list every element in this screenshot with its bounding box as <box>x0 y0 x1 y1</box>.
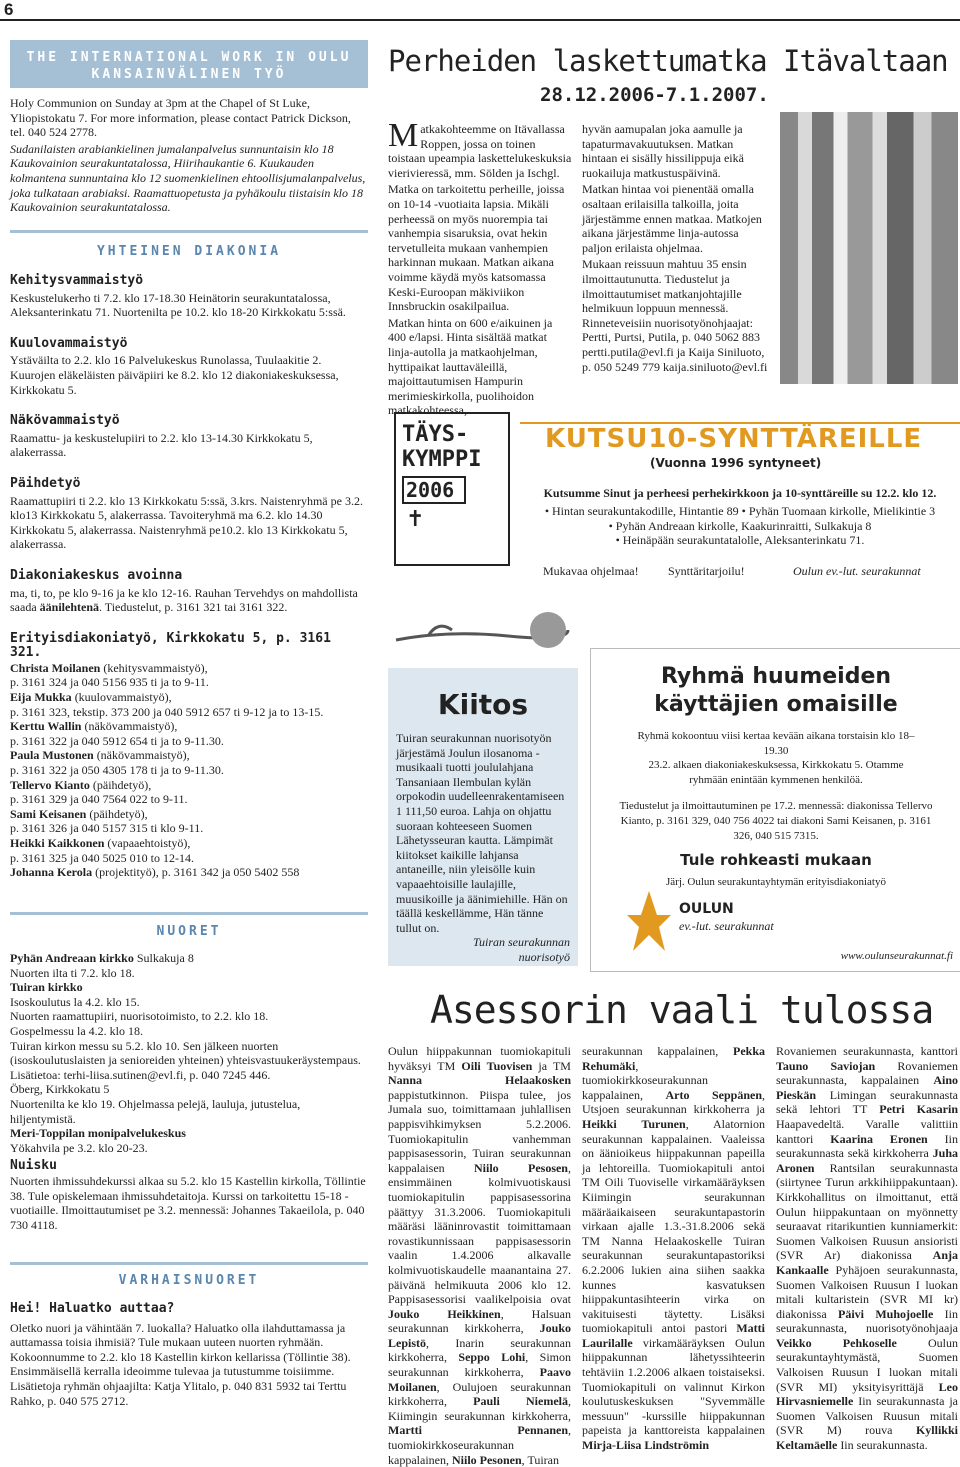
kutsu-title: KUTSU10-SYNTTÄREILLE <box>545 424 923 454</box>
text-run: , Simon seurakunnan kirkkoherra, <box>388 1350 571 1380</box>
kutsu-bullet-row-3: • Heinäpään seurakuntatalolle, Aleksanterinkatu 71. <box>615 533 865 548</box>
varhais-title: VARHAISNUORET <box>118 1273 260 1288</box>
trip-col1-first-text: atkakohteemme on Itävallassa Roppen, jossa on toinen toistaan upeampia laskettelukeskuksia vierivieressä, mm. Sölden ja Ischgl. <box>388 122 572 180</box>
kutsu-bullet-2: Pyhän Tuomaan kirkolle, Mielikintie 3 <box>748 504 936 518</box>
bold-run: Aino Pieskän <box>776 1073 958 1102</box>
logo-sub: ev.-lut. seurakunnat <box>679 919 774 933</box>
nuoret-line-8: Öberg, Kirkkokatu 5 <box>10 1082 110 1097</box>
ski-photo <box>780 112 958 384</box>
trip-col-2 <box>582 122 770 374</box>
text-run: Rantsilan seurakunnasta (siirtynee Turun arkkihiippakuntaan). Kirkkohallitus on ilmoittanut, että Oulun hiippakuntaan on myönnetty seuraavat ritarikuntien kunniamerkit: Suomen Valkoisen Ruusun ansioristi (SVR Ar) diakonissa <box>776 1160 958 1263</box>
international-title-2: KANSAINVÄLINEN TYÖ <box>91 67 287 82</box>
international-italic: Sudanilaisten arabiankielinen jumalanpalvelus sunnuntaisin klo 18 Kaukovainion seurakuntatalossa, Hiirihaukantie 6. Kuukauden kolmantena sunnuntaina klo 12 suomenkielinen ehtoollisjumalanpalvelus, joka tulkataan arabiaksi. Raamattuopetusta ja pyhäkoulu tiistaisin klo 18 Kaukovainion seurakuntatalossa. <box>10 141 366 215</box>
text-run: Rovaniemen seurakunnasta, kappalainen <box>776 1058 958 1088</box>
contact-6-role: (päihdetyö), <box>86 806 148 821</box>
text-run: virkamääräyksen Oulun hiippakunnan lähetyssihteerin tehtäviin 1.2.2006 alkaen toistaiseksi. Tuomiokapituli on valinnut Kirkon koulutuskeskuksen "Syvemmälle messuun" -kurssille hiippakunnan papeista ja kanttoreista kappalainen <box>582 1335 765 1438</box>
trip-col1-first <box>388 117 573 180</box>
ryhma-p1: Ryhmä kokoontuu viisi kertaa kevään aikana torstaisin klo 18–19.30 <box>637 730 915 757</box>
contact-6 <box>10 807 366 822</box>
ryhma-p3: Tiedustelut ja ilmoittautuminen pe 17.2. mennessä: diakonissa Tellervo Kianto, p. 3161 329, 040 756 4022 tai diakoni Sami Keisanen, p. 3161 326, 040 515 7315. <box>619 800 933 842</box>
tays-line-2: KYMPPI <box>402 447 482 472</box>
text-run: , Halsuan seurakunnan kirkkoherra, <box>388 1306 571 1336</box>
bold-run: Kyllikki Keltamäelle <box>776 1423 958 1453</box>
text-run: Oulun hiippakunnan tuomiokapituli hyväksyi TM <box>388 1044 571 1073</box>
kiitos-title: Kiitos <box>437 688 529 721</box>
ryhma-jarj: Järj. Oulun seurakuntayhtymän erityisdiakoniatyö <box>666 876 886 889</box>
bold-run: Mirja-Liisa Lindströmin <box>582 1438 710 1453</box>
ryhma-p2: 23.2. alkaen diakoniakeskuksessa, Kirkkokatu 5. Otamme ryhmään enintään kymmenen henkilöä. <box>648 759 904 786</box>
text-run: Limingan seurakunnasta sekä lehtori TT <box>776 1087 958 1117</box>
nuoret-line-5: Nuorten raamattupiiri, nuorisotoimisto, to 2.2. klo 18. <box>10 1009 269 1024</box>
diakonia-head-1: Kehitysvammaistyö <box>10 273 144 288</box>
international-title-1: THE INTERNATIONAL WORK IN OULU <box>26 50 352 65</box>
contact-2 <box>10 690 366 705</box>
contact-4-name: Paula Mustonen <box>10 748 94 763</box>
cross-icon: ✝ <box>406 506 425 531</box>
bold-run: Oili Tuovisen <box>461 1058 533 1073</box>
diakonia-head-3: Näkövammaistyö <box>10 413 120 429</box>
diakonia-text-3: Raamattu- ja keskustelupiiri to 2.2. klo 13-14.30 Kirkkokatu 5, alakerrassa. <box>10 430 313 460</box>
nuisku-head: Nuisku <box>10 1158 57 1174</box>
bold-run: Päivi Muhojoelle <box>838 1306 934 1321</box>
contact-2-phone: p. 3161 323, tekstip. 373 200 ja 040 5912 657 ti 9-12 ja to 13-15. <box>10 704 324 719</box>
text-run: Pyhäjoen seurakunnasta, Suomen Valkoisen Ruusun I luokan mitali kultaristein (SVR MI kr) diakonissa <box>776 1262 958 1321</box>
text-run: , tuomiokirkkoseurakunnan kappalainen, <box>582 1058 708 1102</box>
contact-3-name: Kerttu Wallin <box>10 719 82 734</box>
bold-run: Tauno Saviojan <box>776 1058 876 1073</box>
diakonia-head-2: Kuulovammaistyö <box>10 335 128 351</box>
contact-5-name: Tellervo Kianto <box>10 777 90 792</box>
diakonia-text-4: Raamattupiiri ti 2.2. klo 13 Kirkkokatu 5:ssä, 3.krs. Naistenryhmä pe 3.2. klo13 Kirkkokatu 5, alakerrassa. Tavoiteryhmä ma 6.2. klo 14.30 Kirkkokatu 5, alakerrassa. Naistenryhmä pe10.2. klo 13 Kirkkokatu 5, alakerrassa. <box>10 493 363 552</box>
page-number: 6 <box>4 0 14 19</box>
bold-run: Veikko Pehkoselle <box>776 1335 897 1350</box>
bold-run: Nanna Helaakosken <box>388 1073 571 1088</box>
contact-2-name: Eija Mukka <box>10 690 72 705</box>
bold-run: Arto Seppänen <box>665 1087 762 1102</box>
trip-drop-cap: M <box>388 117 419 154</box>
contact-3 <box>10 719 366 734</box>
bold-run: Niilo Pesonen <box>451 1452 522 1467</box>
asessori-col2-text <box>582 1044 765 1452</box>
international-body <box>10 96 366 215</box>
contact-3-role: (näkövammaistyö), <box>81 719 178 734</box>
contact-8-name: Johanna Kerola <box>10 865 93 880</box>
nuoret-line-1-text: Sulkakuja 8 <box>133 951 194 965</box>
kutsu-foot-3: Oulun ev.-lut. seurakunnat <box>793 564 921 578</box>
trip-col1-rest: Matka on tarkoitettu perheille, joissa on 10-14 -vuotiaita lapsia. Mikäli perheessä on myös nuorempia tai vanhempia sisaruksia, ovat hekin tervetulleita mukaan vanhempien harkinnan mukaan. Matkan aikana voimme käydä myös katsomassa Keski-Euroopan mäkiviikon Innsbruckin osakilpailua. <box>388 182 565 314</box>
ryhma-url[interactable]: www.oulunseurakunnat.fi <box>840 950 953 962</box>
kutsu-subtitle: (Vuonna 1996 syntyneet) <box>650 456 822 470</box>
bold-run: Anja Kankaalle <box>776 1248 958 1277</box>
nuoret-body <box>10 951 366 1232</box>
bold-run: Pauli Niemelä <box>473 1394 568 1409</box>
contact-8-text: (projektityö), p. 3161 342 ja 050 5402 558 <box>92 865 300 880</box>
bold-run: Seppo Lohi <box>458 1350 526 1365</box>
diakonia-text-5b: . Tiedustelut, p. 3161 321 tai 3161 322. <box>99 600 288 615</box>
international-text: Holy Communion on Sunday at 3pm at the Chapel of St Luke, Yliopistokatu 7. For more information, please contact Patrick Dickson, tel. 040 524 2778. <box>10 96 351 140</box>
contact-5-role: (päihdetyö), <box>89 777 152 792</box>
nuoret-line-10-bold: Meri-Toppilan monipalvelukeskus <box>10 1126 186 1141</box>
diakonia-head-5: Diakoniakeskus avoinna <box>10 567 183 583</box>
diakonia-text-5 <box>10 586 366 615</box>
text-run: , Oulujoen seurakunnan kirkkoherra, <box>388 1379 571 1409</box>
nuoret-line-10 <box>10 1126 366 1141</box>
trip-col2-p3: Mukaan reissuun mahtuu 35 ensin ilmoittautunutta. Tiedustelut ja ilmoittautumiset matkanjohtajille helmikuun loppuun mennessä. Rinneteveisiin nuorisotyönohjaajat: Pertti, Purtsi, Putila, p. 040 5062 883 pertti.putila@evl.fi ja Kaija Siniluoto, p. 050 5249 779 kaija.siniluoto@evl.fi <box>582 257 768 374</box>
text-run: , Alatornion seurakunnan kappalainen. Vaaleissa on äänioikeus hiippakunnan papeilla ja lehtoreilla. Tuomiokapituli antoi TM Oili Tuoviselle virkamääräyksen Kiimingin seurakunnan määräaikaiseen seurakuntapastorin virkaan ajalle 1.3.-31.8.2006 sekä TM Nanna Helaakoskelle Tuiran seurakunnan seurakuntapastoriksi 6.2.2006 lukien aina siihen saakka kunnes kasvatuksen hiippakuntasihteerin virka on vakituisesti täytetty. Lisäksi tuomiokapituli antoi pastori <box>582 1116 765 1336</box>
nuoret-line-4: Isoskoulutus la 4.2. klo 15. <box>10 994 140 1009</box>
text-run: Iin seurakunnasta. <box>837 1438 928 1453</box>
bold-run: Matti Laurilalle <box>582 1321 765 1350</box>
nuoret-line-1-bold: Pyhän Andreaan kirkko <box>10 951 134 965</box>
trip-col1-p3: Matkan hinta on 600 e/aikuinen ja 400 e/lapsi. Hinta sisältää matkat linja-autolla ja matkaohjelman, hyttipaikat lauttaväleillä, majoittautumisen Hampurin merimieskirkolla, puolihoidon matkakohteessa, <box>388 315 553 418</box>
ryhma-tule: Tule rohkeasti mukaan <box>680 851 872 870</box>
bold-run: Niilo Pesosen <box>473 1160 568 1175</box>
text-run: Haapavedeltä. Varalle valittiin kanttori <box>776 1116 958 1146</box>
bold-run: Martti Pennanen <box>388 1423 568 1438</box>
kutsu-bullet-3: Pyhän Andreaan kirkolle, Kaakurinraitti, Sulkakuja 8 <box>615 518 872 533</box>
text-run: Iin seurakunnasta, nuorisotyönohjaaja <box>776 1306 958 1336</box>
trip-title: Perheiden laskettumatka Itävaltaan <box>388 44 948 78</box>
asessori-col3-text <box>776 1044 958 1452</box>
church-logo-icon <box>627 891 671 951</box>
bold-run: Paavo Moilanen <box>388 1365 571 1394</box>
contact-1-role: (kehitysvammaistyö), <box>100 660 208 675</box>
nuoret-line-2: Nuorten ilta ti 7.2. klo 18. <box>10 965 135 980</box>
contact-4-role: (näkövammaistyö), <box>93 748 190 763</box>
asessori-col1-text <box>388 1044 571 1467</box>
kutsu-bullet-row-1: • Hintan seurakuntakodille, Hintantie 89 • Pyhän Tuomaan kirkolle, Mielikintie 3 <box>544 504 936 518</box>
kutsu-bullets <box>520 504 960 548</box>
text-run: ja TM <box>532 1058 571 1073</box>
diakonia-text-5a: ma, ti, to, pe klo 9-16 ja ke klo 12-16. Rauhan Tervehdys on mahdollista saada <box>10 585 358 615</box>
bold-run: Pekka Rehumäki <box>582 1044 765 1073</box>
text-run: , ensimmäinen kolmivuotiskausi tuomiokapitulin pappisasessorina päättyy 31.3.2006. Tuomiokapituli määräsi lääninrovastit toimittamaan rovastikunnissaan pappisasessorin vaalin 1.4.2006 alkavalle kolmivuotiskaudelle maanantaina 27. päivänä helmikuuta 2006 klo 12. Pappisasessorisi vaalikelpoisia ovat <box>388 1160 571 1307</box>
contact-5-phone: p. 3161 329 ja 040 7564 022 to 9-11. <box>10 792 188 807</box>
bold-run: Kaarina Eronen <box>830 1131 928 1146</box>
nuoret-line-9: Nuortenilta ke klo 19. Ohjelmassa pelejä, lauluja, jutustelua, hiljentymistä. <box>10 1096 301 1126</box>
diakonia-text-5-bold: äänilehtenä <box>39 600 99 615</box>
text-run: , Kiimingin seurakunnan kirkkoherra, <box>388 1394 571 1423</box>
varhais-head: Hei! Haluatko auttaa? <box>10 1301 175 1316</box>
text-run: seurakunnan kappalainen, <box>582 1044 733 1058</box>
trip-col-1 <box>388 117 573 418</box>
text-run: , Tuiran <box>521 1452 560 1467</box>
contacts-list <box>10 661 366 880</box>
tays-line-3: 2006 <box>402 476 466 504</box>
kutsu-bullet-1: Hintan seurakuntakodille, Hintantie 89 <box>552 504 739 518</box>
bold-run: Leo Hirvasniemelle <box>776 1379 958 1409</box>
asessori-col-2 <box>582 1044 765 1453</box>
trip-dates: 28.12.2006-7.1.2007. <box>540 84 769 106</box>
contact-1 <box>10 661 366 676</box>
international-header <box>10 40 368 88</box>
trip-col2-p2: Matkan hintaa voi pienentää omalla osaltaan erilaisilla talkoilla, joita järjestämme ennen matkaa. Matkojen aikana järjestämme linja-autossa paljon erilaista ohjelmaa. <box>582 182 762 255</box>
diakonia-text-2: Ystäväilta to 2.2. klo 16 Palvelukeskus Runolassa, Tuulaakitie 2. Kuurojen eläkeläisten päiväpiiri ke 8.2. klo 12 diakoniakeskuksessa, Kirkkokatu 5. <box>10 353 339 397</box>
logo-name: OULUN <box>679 901 734 917</box>
tays-line-1: TÄYS- <box>402 422 469 447</box>
trip-col2-p1: hyvän aamupalan joka aamulle ja tapaturmavakuutuksen. Matkan hintaan ei sisälly hissilippuja eikä ruokailuja matkustuspäivinä. <box>582 122 744 180</box>
contact-1-phone: p. 3161 324 ja 040 5156 935 ti ja to 9-11. <box>10 675 209 690</box>
varhais-rule <box>10 1262 368 1265</box>
asessori-title: Asessorin vaali tulossa <box>430 988 934 1032</box>
bold-run: Jouko Lepistö <box>388 1321 571 1350</box>
varhais-text: Oletko nuori ja vähintään 7. luokalla? Haluatko olla ilahduttamassa ja auttamassa toisia ihmisiä? Tule mukaan uuteen nuorten ryhmään. Kokoonnumme to 2.2. klo 18 Kastellin kirkon kellarissa (Töllintie 38). Ensimmäisellä kerralla ideoimme tulevaa ja tutustumme toisiimme. Lisätietoja ryhmän ohjaajilta: Katja Ylitalo, p. 040 831 5932 tai Terttu Rahko, p. 040 575 2712. <box>10 1320 351 1408</box>
nuoret-line-7: Tuiran kirkon messu su 5.2. klo 10. Sen jälkeen nuorten (isoskoulutuslaisten ja senioreiden yhteinen) yhteisvastuukeräystempaus. Lisätietoa: terhi-liisa.sutinen@evl.fi, p. 040 7245 446. <box>10 1038 361 1082</box>
nuoret-line-6: Gospelmessu la 4.2. klo 18. <box>10 1023 143 1038</box>
contact-7-role: (vapaaehtoistyö), <box>104 836 191 850</box>
ryhma-box <box>590 648 960 972</box>
diakonia-body <box>10 274 366 880</box>
text-run: Iin seurakunnasta ja Suomen Valkoisen Ruusun mitali (SVR M) rouva <box>776 1394 958 1438</box>
top-rule <box>0 19 960 21</box>
diakonia-head-4: Päihdetyö <box>10 475 81 491</box>
kiitos-sign-1: Tuiran seurakunnan <box>472 935 570 950</box>
text-run: , Utsjoen seurakunnan kirkkoherra ja <box>582 1087 765 1117</box>
eri-head: Erityisdiakoniatyö, Kirkkokatu 5, p. 3161 321. <box>10 630 331 661</box>
diakonia-title: YHTEINEN DIAKONIA <box>96 244 282 259</box>
ryhma-title-1: Ryhmä huumeiden <box>660 664 892 689</box>
kutsu-bullet-4: Heinäpään seurakuntatalolle, Aleksanterinkatu 71. <box>622 533 865 548</box>
bold-run: Jouko Heikkinen <box>388 1306 501 1321</box>
contact-5 <box>10 778 366 793</box>
contact-6-phone: p. 3161 326 ja 040 5157 315 ti klo 9-11. <box>10 821 204 836</box>
contact-7 <box>10 836 366 851</box>
contact-4 <box>10 748 366 763</box>
kutsu-foot-2: Synttäritarjoilu! <box>668 564 745 578</box>
kiitos-box <box>388 668 578 966</box>
varhais-body <box>10 1302 366 1408</box>
text-run: , tuomiokirkkoseurakunnan kappalainen, <box>388 1423 571 1467</box>
contact-3-phone: p. 3161 322 ja 040 5912 654 ti ja to 9-11.30. <box>10 733 224 748</box>
contact-7-name: Heikki Kaikkonen <box>10 836 105 850</box>
nuoret-rule <box>10 912 368 915</box>
nuoret-line-3 <box>10 980 366 995</box>
nuoret-line-3-bold: Tuiran kirkko <box>10 980 83 995</box>
contact-4-phone: p. 3161 322 ja 050 4305 178 ti ja to 9-11.30. <box>10 763 224 778</box>
nuoret-line-11: Yökahvila pe 3.2. klo 20-23. <box>10 1140 148 1155</box>
text-run: Rovaniemen seurakunnasta, kanttori <box>776 1044 958 1058</box>
asessori-col-1 <box>388 1044 571 1467</box>
contact-2-role: (kuulovammaistyö), <box>71 690 172 705</box>
kutsu-bullet-row-2: • Pyhän Andreaan kirkolle, Kaakurinraitti, Sulkakuja 8 <box>608 518 872 533</box>
text-run: pappistutkinnon. Piispa tulee, jos Jumala suo, toimittamaan juhlallisen pappisvihkimyksen 5.2.2006. Tuomiokapitulin vanhemman pappisasessorin, Tuiran seurakunnan kappalaisen <box>388 1087 571 1175</box>
kiitos-sign-2: nuorisotyö <box>518 949 570 964</box>
diakonia-text-1: Keskustelukerho ti 7.2. klo 17-18.30 Heinätorin seurakuntatalossa, Aleksanterinkatu 71. Nuortenilta pe 10.2. klo 18-20 Kirkkokatu 5:ssä. <box>10 290 346 320</box>
nuisku-text: Nuorten ihmissuhdekurssi alkaa su 5.2. klo 15 Kastellin kirkolla, Töllintie 38. Tule opiskelemaan ihmissuhdetaitoja. Kurssi on tarkoitettu 15-18 -vuotiaille. Ilmoittautumiset pe 3.2. mennessä: Johannes Takaeilola, p. 040 730 4118. <box>10 1173 366 1232</box>
rose-image <box>388 600 578 664</box>
contact-7-phone: p. 3161 325 ja 040 5025 010 to 12-14. <box>10 850 194 865</box>
diakonia-rule <box>10 230 368 233</box>
bold-run: Heikki Turunen <box>582 1116 686 1131</box>
contact-1-name: Christa Moilanen <box>10 660 101 675</box>
nuoret-title: NUORET <box>156 924 222 939</box>
tays-kymppi-logo <box>394 412 510 566</box>
kutsu-foot-1: Mukavaa ohjelmaa! <box>543 564 639 578</box>
kutsu-invite: Kutsumme Sinut ja perheesi perhekirkkoon ja 10-synttäreille su 12.2. klo 12. <box>543 486 937 500</box>
contact-8 <box>10 865 366 880</box>
text-run: , Inarin seurakunnan kirkkoherra, <box>388 1335 571 1365</box>
text-run: Iin seurakunnasta sekä kirkkoherra <box>776 1131 958 1161</box>
kiitos-text: Tuiran seurakunnan nuorisotyön järjestämä Joulun ilosanoma -musikaali tuotti joululahjana Tansaniaan Ilembulan kylän orpokodin uudelleenrakentamiseen 1 111,50 euroa. Lahja on ohjattu suoraan kohteeseen Suomen Lähetysseuran kautta. Lämpimät kiitokset kaikille lahjansa antaneille, niin yleisölle kuin vapaaehtoisille laulajille, muusikoille ja äänimiehille. Hän on täällä keskellämme, Hän tänne tullut on. <box>396 731 568 935</box>
asessori-col-3 <box>776 1044 958 1453</box>
rose-icon <box>388 600 578 664</box>
oulun-logo <box>627 889 774 955</box>
ryhma-title-2: käyttäjien omaisille <box>654 692 898 717</box>
nuoret-line-1 <box>10 951 366 966</box>
bold-run: Petri Kasarin <box>879 1102 959 1117</box>
bold-run: Juha Aronen <box>776 1146 958 1175</box>
text-run: Oulun seurakuntayhtymästä, Suomen Valkoisen Ruusun I luokan mitali (SVR MI) yksityisyrittäjä <box>776 1335 958 1394</box>
contact-6-name: Sami Keisanen <box>10 806 87 821</box>
